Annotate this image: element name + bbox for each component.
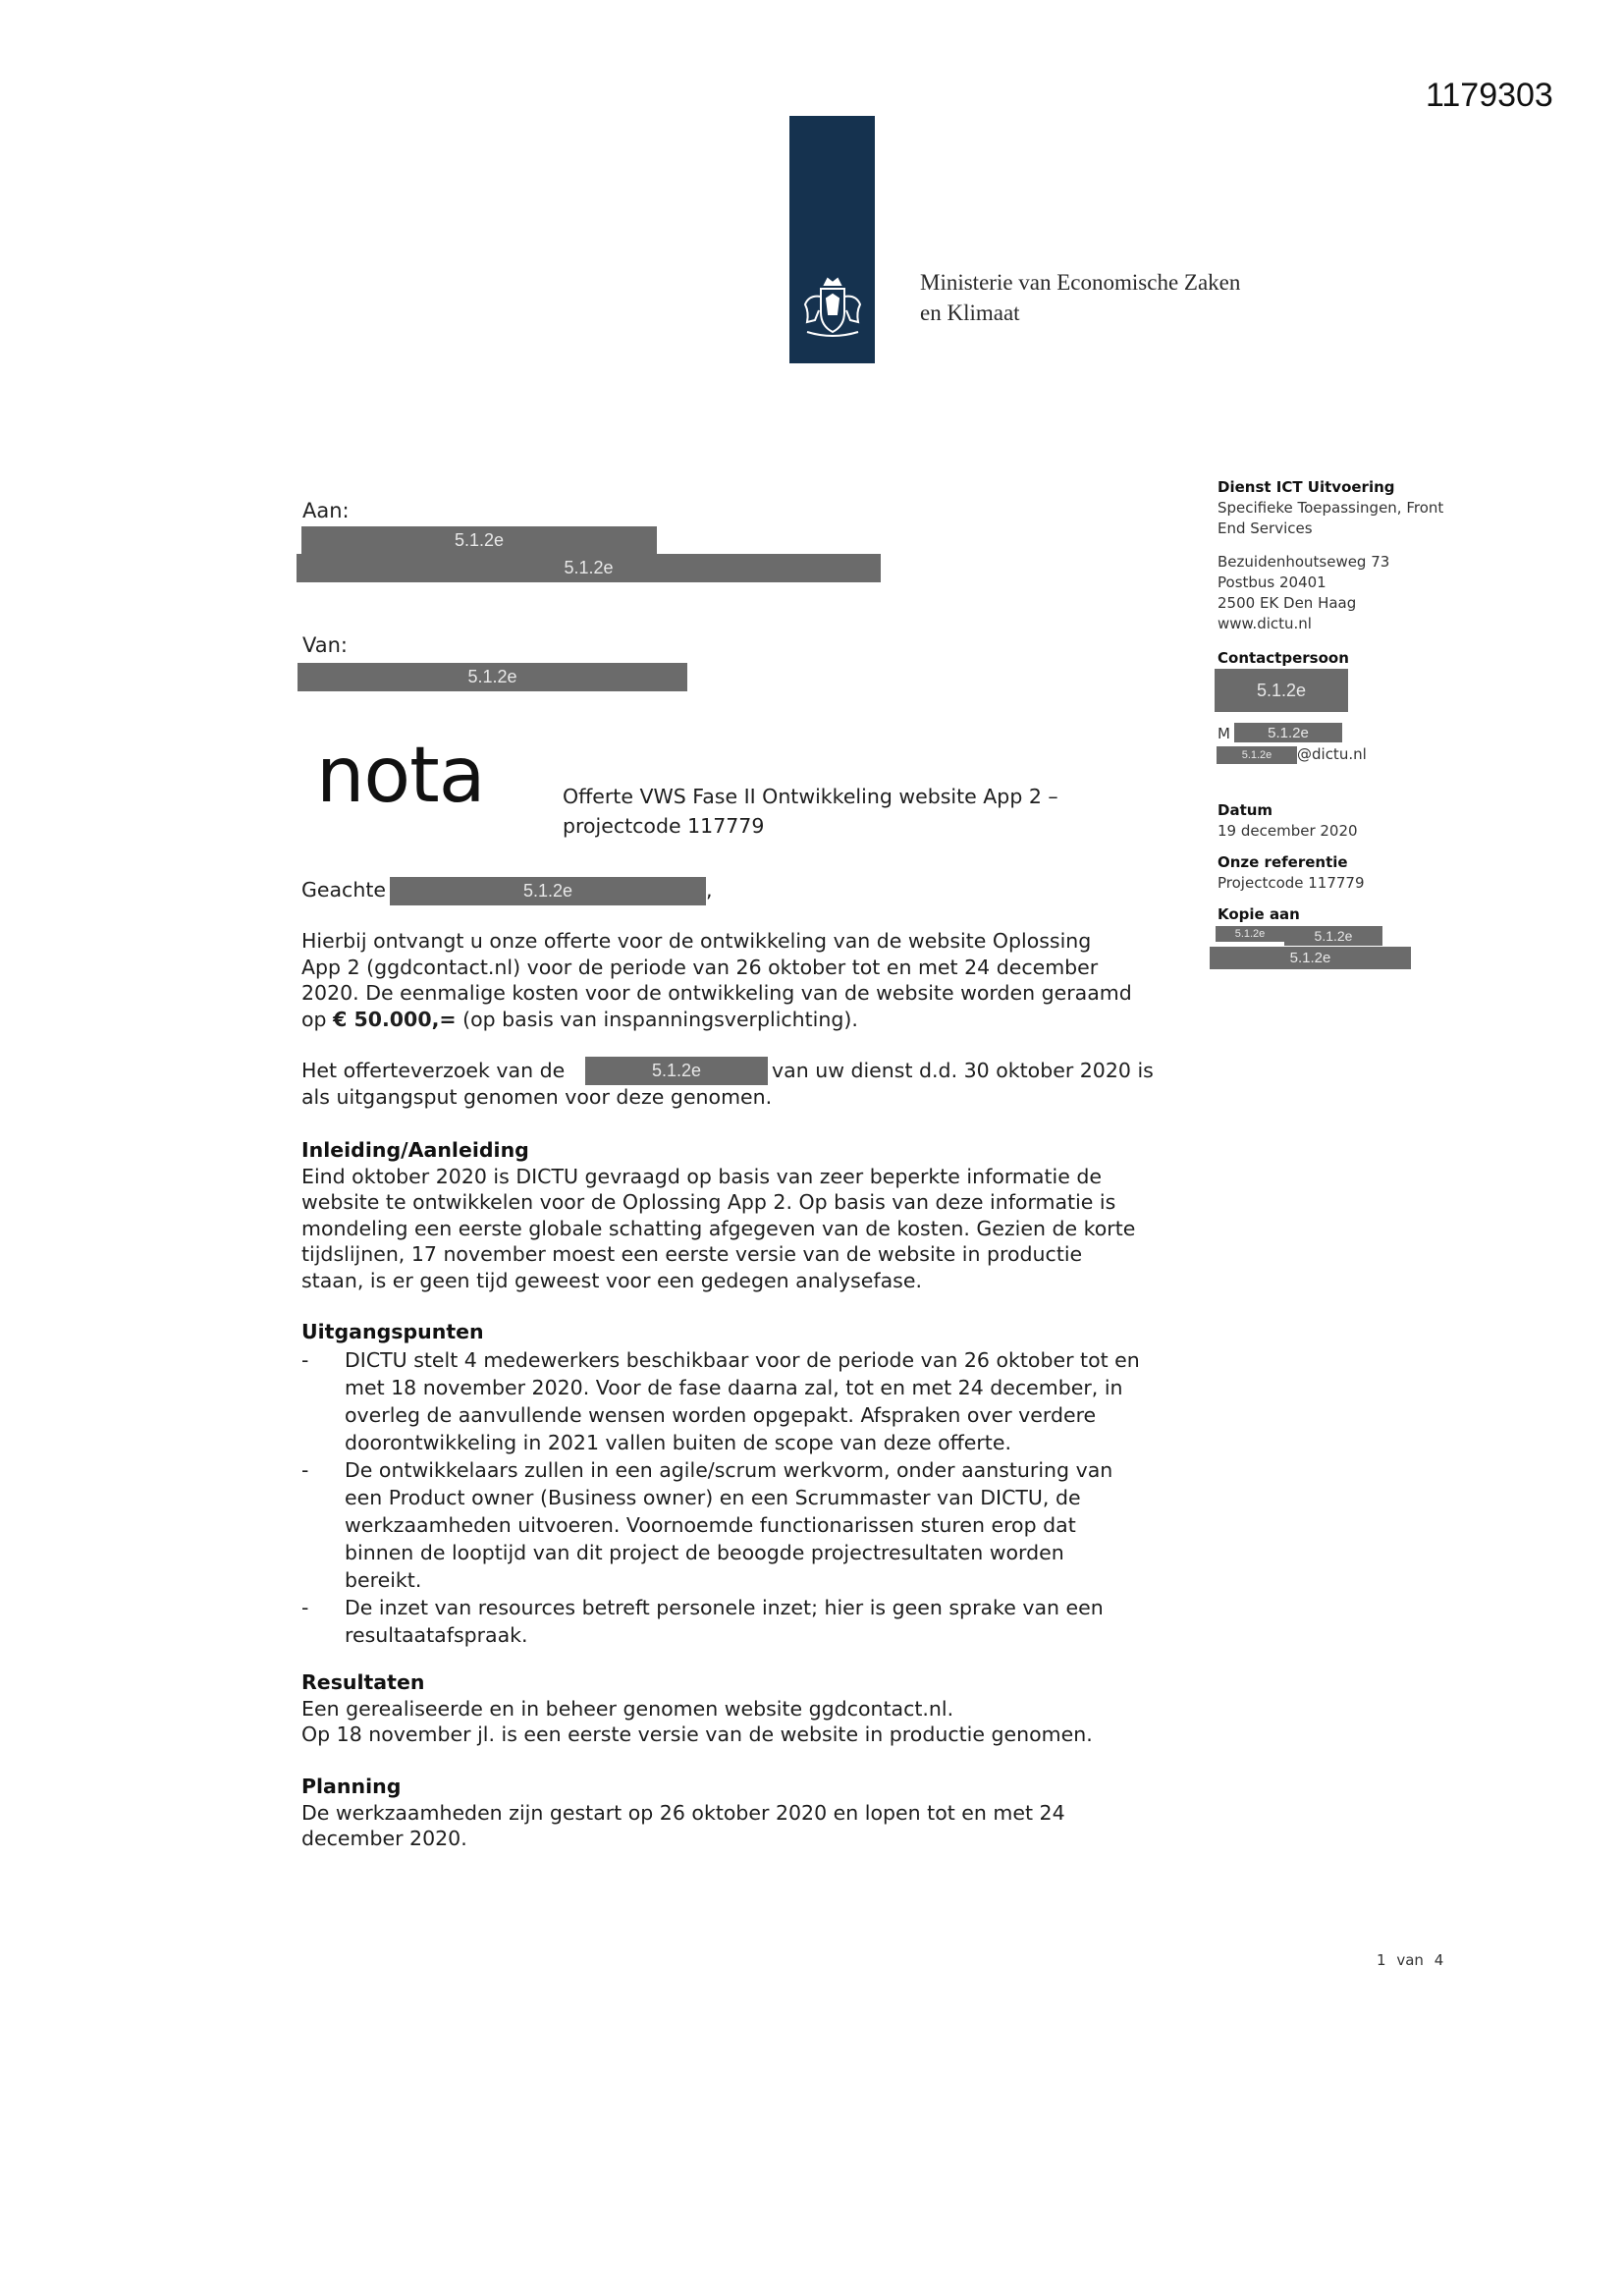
list-item-line: binnen de looptijd van dit project de beoogde projectresultaten worden (345, 1541, 1064, 1564)
redaction-block: 5.1.2e (297, 554, 881, 582)
ministry-name-line2: en Klimaat (920, 301, 1020, 325)
bullet-dash: - (301, 1458, 309, 1482)
sender-address (1218, 552, 1389, 634)
list-item-line: een Product owner (Business owner) en een Scrummaster van DICTU, de (345, 1486, 1081, 1509)
website-link[interactable]: www.dictu.nl (1218, 615, 1312, 632)
list-item-line: overleg de aanvullende wensen worden opgepakt. Afspraken over verdere (345, 1403, 1097, 1427)
section-line: mondeling een eerste globale schatting afgegeven van de kosten. Gezien de korte (301, 1216, 1136, 1240)
section-introduction (301, 1137, 1190, 1293)
redaction-block: 5.1.2e (298, 663, 687, 691)
ministry-name (920, 267, 1240, 328)
assumptions-list (301, 1346, 1197, 1649)
redaction-block: 5.1.2e (1284, 926, 1382, 946)
salutation-text: Geachte (301, 878, 386, 902)
intro-paragraph (301, 928, 1190, 1032)
section-line: Een gerealiseerde en in beheer genomen website ggdcontact.nl. (301, 1696, 954, 1721)
list-item-line: De inzet van resources betreft personele inzet; hier is geen sprake van een (345, 1596, 1104, 1619)
section-line: staan, is er geen tijd geweest voor een gedegen analysefase. (301, 1268, 922, 1292)
redaction-block: 5.1.2e (390, 877, 706, 905)
cost-amount: € 50.000,= (333, 1007, 457, 1031)
section-line: december 2020. (301, 1827, 467, 1850)
list-item-line: met 18 november 2020. Voor de fase daarna zal, tot en met 24 december, in (345, 1376, 1123, 1399)
section-line: Eind oktober 2020 is DICTU gevraagd op basis van zeer beperkte informatie de (301, 1164, 1102, 1188)
intro-line: Hierbij ontvangt u onze offerte voor de ontwikkeling van de website Oplossing (301, 929, 1092, 953)
bullet-dash: - (301, 1596, 309, 1619)
redaction-block: 5.1.2e (1210, 947, 1411, 969)
department-unit-line2: End Services (1218, 519, 1313, 537)
redaction-block: 5.1.2e (585, 1057, 768, 1085)
redaction-block: 5.1.2e (1216, 926, 1284, 942)
aan-label: Aan: (302, 499, 350, 522)
subject (563, 782, 1112, 841)
page-separator: van (1396, 1951, 1424, 1969)
redaction-block: 5.1.2e (1234, 723, 1342, 742)
section-line: website te ontwikkelen voor de Oplossing App 2. Op basis van deze informatie is (301, 1190, 1116, 1214)
redaction-block: 5.1.2e (301, 526, 657, 554)
intro-line: 2020. De eenmalige kosten voor de ontwikkeling van de website worden geraamd (301, 981, 1132, 1005)
redaction-block: 5.1.2e (1215, 669, 1348, 712)
list-item (301, 1456, 1197, 1594)
section-line: De werkzaamheden zijn gestart op 26 oktober 2020 en lopen tot en met 24 (301, 1800, 1065, 1825)
salutation-comma: , (706, 878, 713, 902)
section-line: tijdslijnen, 17 november moest een eerste versie van de website in productie (301, 1242, 1083, 1266)
subject-line2: projectcode 117779 (563, 814, 765, 838)
reference-value: Projectcode 117779 (1218, 874, 1365, 892)
list-item-line: werkzaamheden uitvoeren. Voornoemde functionarissen sturen erop dat (345, 1513, 1076, 1537)
department-name: Dienst ICT Uitvoering (1218, 478, 1395, 496)
intro-line: op € 50.000,= (op basis van inspanningsverplichting). (301, 1007, 858, 1031)
list-item-line: DICTU stelt 4 medewerkers beschikbaar voor de periode van 26 oktober tot en (345, 1348, 1140, 1372)
department-unit-line1: Specifieke Toepassingen, Front (1218, 499, 1444, 517)
page-current: 1 (1377, 1951, 1386, 1969)
list-item (301, 1594, 1197, 1649)
section-planning (301, 1774, 1190, 1852)
request-text-start: Het offerteverzoek van de (301, 1059, 566, 1082)
sender-department (1218, 477, 1443, 539)
section-heading: Planning (301, 1775, 402, 1798)
van-label: Van: (302, 633, 348, 657)
list-item-line: De ontwikkelaars zullen in een agile/scrum werkvorm, onder aansturing van (345, 1458, 1113, 1482)
list-item-line: doorontwikkeling in 2021 vallen buiten de scope van deze offerte. (345, 1431, 1011, 1454)
redaction-block: 5.1.2e (1217, 746, 1297, 764)
page-total: 4 (1434, 1951, 1444, 1969)
list-item-line: bereikt. (345, 1568, 422, 1592)
page-number (1377, 1951, 1443, 1969)
address-street: Bezuidenhoutseweg 73 (1218, 553, 1390, 571)
list-item (301, 1346, 1197, 1456)
section-heading: Resultaten (301, 1670, 425, 1694)
request-text-end: van uw dienst d.d. 30 oktober 2020 is (772, 1059, 1154, 1082)
document-number: 1179303 (1426, 77, 1553, 114)
subject-line1: Offerte VWS Fase II Ontwikkeling website App 2 – (563, 785, 1058, 808)
date-label: Datum (1218, 801, 1273, 819)
date-value: 19 december 2020 (1218, 822, 1358, 840)
intro-line: App 2 (ggdcontact.nl) voor de periode van 26 oktober tot en met 24 december (301, 955, 1099, 979)
ministry-name-line1: Ministerie van Economische Zaken (920, 270, 1241, 295)
address-postbus: Postbus 20401 (1218, 574, 1326, 591)
bullet-dash: - (301, 1348, 309, 1372)
section-results (301, 1669, 1190, 1748)
document-type-heading: nota (316, 732, 485, 820)
section-heading: Inleiding/Aanleiding (301, 1138, 529, 1162)
section-heading-text: Uitgangspunten (301, 1320, 484, 1343)
list-item-line: resultaatafspraak. (345, 1623, 528, 1647)
section-heading (301, 1319, 1190, 1345)
section-line: Op 18 november jl. is een eerste versie van de website in productie genomen. (301, 1722, 1093, 1746)
request-line2: als uitgangsput genomen voor deze genomen. (301, 1085, 773, 1109)
address-city: 2500 EK Den Haag (1218, 594, 1357, 612)
copy-label: Kopie aan (1218, 905, 1300, 923)
email-domain: @dictu.nl (1297, 745, 1367, 763)
reference-label: Onze referentie (1218, 853, 1348, 871)
mobile-prefix: M (1218, 725, 1230, 742)
contact-label: Contactpersoon (1218, 649, 1349, 667)
royal-crest-icon (797, 275, 868, 346)
